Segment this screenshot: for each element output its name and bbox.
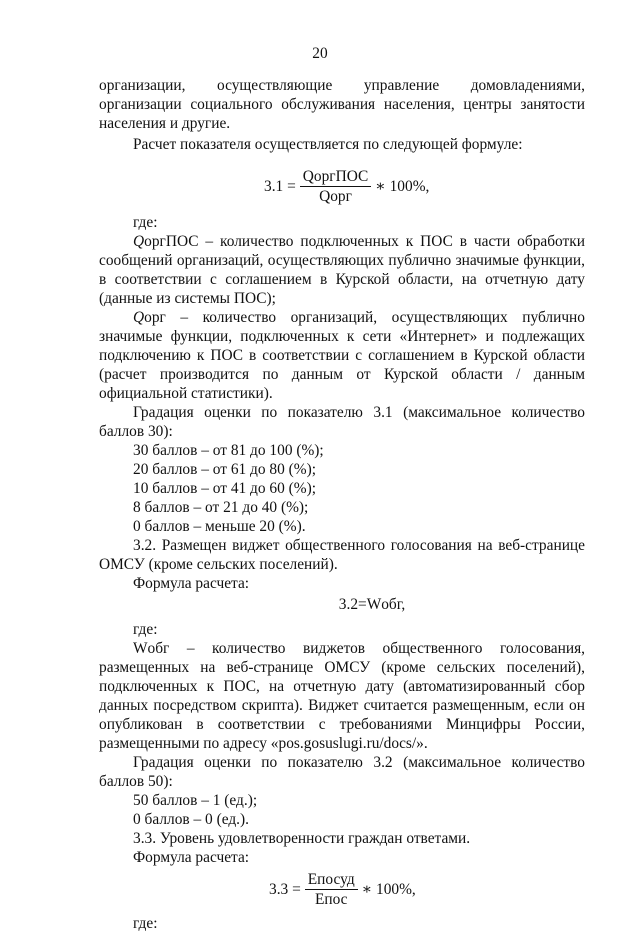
formula-3-1-rhs: ∗ 100%,	[375, 178, 430, 195]
grades-3-1-list	[99, 441, 585, 536]
formula-3-1-denominator: Qорг	[319, 188, 352, 205]
item-3-2: 3.2. Размещен виджет общественного голосования на веб-странице ОМСУ (кроме сельских поселений).	[99, 537, 585, 573]
grade-3-1-item: 30 баллов – от 81 до 100 (%);	[133, 442, 324, 459]
formula-3-1-fraction	[300, 168, 372, 205]
qorg-symbol: Q	[133, 309, 145, 326]
formula-3-1-numerator: QоргПОС	[300, 168, 372, 187]
formula-3-3-lhs: 3.3 =	[269, 881, 301, 898]
paragraph-intro: организации, осуществляющие управление домовладениями, организации социального обслуживания населения, центры занятости населения и другие.	[99, 77, 585, 132]
grade-3-1-item: 20 баллов – от 61 до 80 (%);	[133, 461, 317, 478]
page-number: 20	[312, 45, 328, 62]
formula-3-2: 3.2=Wобг,	[338, 596, 406, 613]
formula-label-3-3: Формула расчета:	[133, 849, 250, 866]
definition-wobg: Wобг – количество виджетов общественного голосования, размещенных на веб-странице ОМСУ (кроме сельских поселений), подключенных к ПОС, на отчетную дату (автоматизированный сбор данных посредством скрипта). Виджет считается размещенным, если он опубликован в соответствии с требованиями Минцифры России, размещенными по адресу «pos.gosuslugi.ru/docs/».	[99, 640, 585, 752]
formula-3-3-rhs: ∗ 100%,	[361, 881, 416, 898]
definition-qorg	[99, 308, 585, 403]
grade-3-1-item: 10 баллов – от 41 до 60 (%);	[133, 480, 317, 497]
where-label-3: где:	[133, 915, 158, 932]
qorgpos-text: оргПОС – количество подключенных к ПОС в части обработки сообщений организаций, осуществляющих публично значимые функции, в соответствии с соглашением в Курской области, на отчетную дату (данные из системы ПОС);	[99, 233, 585, 307]
formula-3-1-lhs: 3.1 =	[264, 178, 296, 195]
formula-3-3-denominator: Епос	[314, 891, 348, 908]
formula-3-1	[99, 168, 585, 205]
formula-label-3-2: Формула расчета:	[133, 575, 250, 592]
page-content	[99, 76, 585, 933]
gradation-3-1: Градация оценки по показателю 3.1 (максимальное количество баллов 30):	[99, 404, 585, 440]
formula-3-3-fraction	[305, 871, 358, 908]
grade-3-1-item: 0 баллов – меньше 20 (%).	[133, 518, 306, 535]
definition-qorgpos	[99, 232, 585, 308]
gradation-3-2: Градация оценки по показателю 3.2 (максимальное количество баллов 50):	[99, 754, 585, 790]
where-label-2: где:	[133, 621, 158, 638]
grade-3-1-item: 8 баллов – от 21 до 40 (%);	[133, 499, 309, 516]
grades-3-2-list	[99, 791, 585, 829]
qorg-text: орг – количество организаций, осуществляющих публично значимые функции, подключенных к сети «Интернет» и подлежащих подключению к ПОС в соответствии с соглашением в Курской области (расчет производится по данным от Курской области / данным официальной статистики).	[99, 309, 585, 402]
item-3-3: 3.3. Уровень удовлетворенности граждан ответами.	[133, 830, 471, 847]
formula-3-3	[99, 871, 585, 908]
grade-3-2-item: 50 баллов – 1 (ед.);	[133, 792, 258, 809]
formula-3-3-numerator: Епосуд	[305, 871, 358, 890]
paragraph-formula-intro: Расчет показателя осуществляется по следующей формуле:	[133, 136, 523, 153]
where-label-1: где:	[133, 214, 158, 231]
grade-3-2-item: 0 баллов – 0 (ед.).	[133, 811, 250, 828]
qorgpos-symbol: Q	[133, 233, 145, 250]
